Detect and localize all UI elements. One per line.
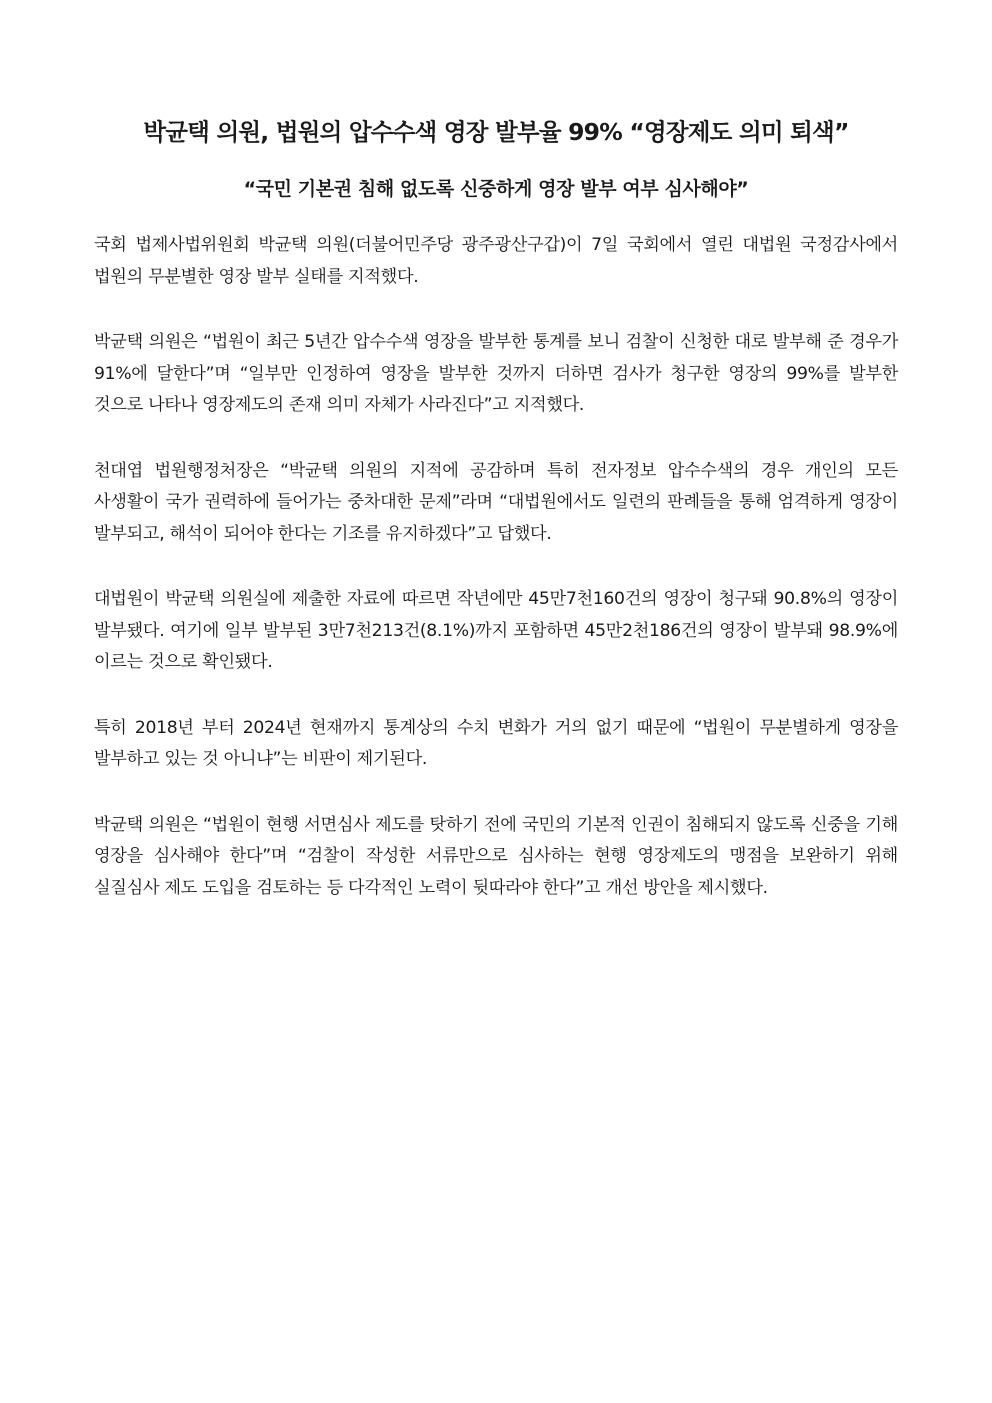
document-page [94,112,898,938]
page-title: 박균택 의원, 법원의 압수수색 영장 발부율 99% “영장제도 의미 퇴색” [143,118,849,146]
paragraph-5: 특히 2018년 부터 2024년 현재까지 통계상의 수치 변화가 거의 없기 때문에 “법원이 무분별하게 영장을 발부하고 있는 것 아니냐”는 비판이 제기된다. [94,717,898,769]
paragraph-1: 국회 법제사법위원회 박균택 의원(더불어민주당 광주광산구갑)이 7일 국회에서 열린 대법원 국정감사에서 법원의 무분별한 영장 발부 실태를 지적했다. [94,235,898,287]
paragraph-3: 천대엽 법원행정처장은 “박균택 의원의 지적에 공감하며 특히 전자정보 압수수색의 경우 개인의 모든 사생활이 국가 권력하에 들어가는 중차대한 문제”라며 “대법원에서도 일련의 판례들을 통해 엄격하게 영장이 발부되고, 해석이 되어야 한다는 기조를 유지하겠다”고 답했다. [94,460,898,544]
page-subtitle: “국민 기본권 침해 없도록 신중하게 영장 발부 여부 심사해야” [243,178,749,200]
paragraph-4: 대법원이 박균택 의원실에 제출한 자료에 따르면 작년에만 45만7천160건의 영장이 청구돼 90.8%의 영장이 발부됐다. 여기에 일부 발부된 3만7천213건(8.1%)까지 포함하면 45만2천186건의 영장이 발부돼 98.9%에 이르는 것으로 확인됐다. [94,589,898,672]
paragraph-6: 박균택 의원은 “법원이 현행 서면심사 제도를 탓하기 전에 국민의 기본적 인권이 침해되지 않도록 신중을 기해 영장을 심사해야 한다”며 “검찰이 작성한 서류만으로 심사하는 현행 영장제도의 맹점을 보완하기 위해 실질심사 제도 도입을 검토하는 등 다각적인 노력이 뒷따라야 한다”고 개선 방안을 제시했다. [94,814,898,898]
paragraph-2: 박균택 의원은 “법원이 최근 5년간 압수수색 영장을 발부한 통계를 보니 검찰이 신청한 대로 발부해 준 경우가 91%에 달한다”며 “일부만 인정하여 영장을 발부한 것까지 더하면 검사가 청구한 영장의 99%를 발부한 것으로 나타나 영장제도의 존재 의미 자체가 사라진다”고 지적했다. [94,332,898,415]
article-body [94,230,898,904]
